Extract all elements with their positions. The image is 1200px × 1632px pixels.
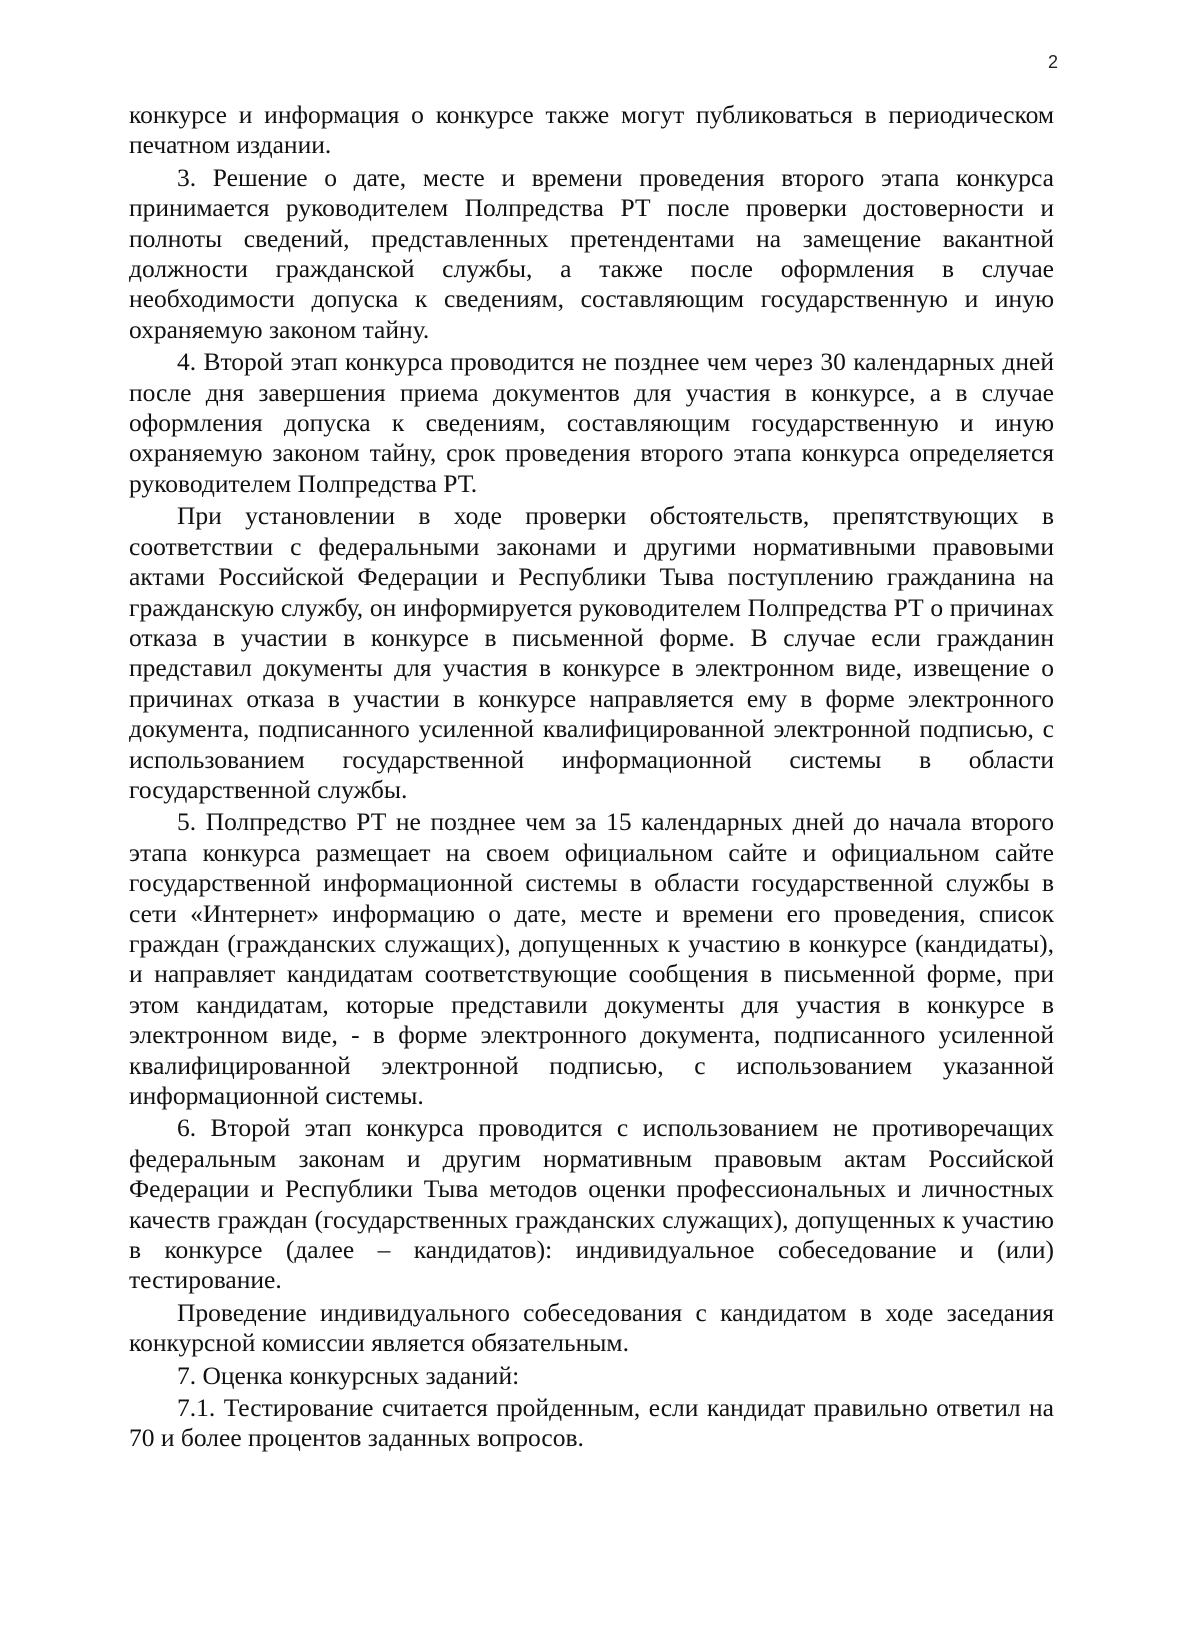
paragraph-item-3: 3. Решение о дате, месте и времени проведения второго этапа конкурса принимается руководителем Полпредства РТ после проверки достоверности и полноты сведений, представленных претендентами на замещение вакантной должности гражданской службы, а также после оформления в случае необходимости допуска к сведениям, составляющим государственную и иную охраняемую законом тайну. — [129, 162, 1054, 344]
page-number: 2 — [1047, 52, 1058, 72]
paragraph-item-7: 7. Оценка конкурсных заданий: — [177, 1360, 520, 1390]
paragraph-item-4: 4. Второй этап конкурса проводится не позднее чем через 30 календарных дней после дня завершения приема документов для участия в конкурсе, а в случае оформления допуска к сведениям, составляющим государственную и иную охраняемую законом тайну, срок проведения второго этапа конкурса определяется руководителем Полпредства РТ. — [129, 347, 1054, 498]
document-body — [129, 100, 1054, 1456]
paragraph-interview-mandatory: Проведение индивидуального собеседования с кандидатом в ходе заседания конкурсной комиссии является обязательным. — [129, 1297, 1054, 1358]
paragraph-continuation: конкурсе и информация о конкурсе также могут публиковаться в периодическом печатном издании. — [129, 100, 1054, 160]
paragraph-refusal-notice: При установлении в ходе проверки обстоятельств, препятствующих в соответствии с федеральными законами и другими нормативными правовыми актами Российской Федерации и Республики Тыва поступлению гражданина на гражданскую службу, он информируется руководителем Полпредства РТ о причинах отказа в участии в конкурсе в письменной форме. В случае если гражданин представил документы для участия в конкурсе в электронном виде, извещение о причинах отказа в участии в конкурсе направляется ему в форме электронного документа, подписанного усиленной квалифицированной электронной подписью, с использованием государственной информационной системы в области государственной службы. — [129, 501, 1054, 804]
paragraph-item-7-1: 7.1. Тестирование считается пройденным, если кандидат правильно ответил на 70 и более процентов заданных вопросов. — [129, 1393, 1054, 1453]
paragraph-item-6: 6. Второй этап конкурса проводится с использованием не противоречащих федеральным законам и другим нормативным правовым актам Российской Федерации и Республики Тыва методов оценки профессиональных и личностных качеств граждан (государственных гражданских служащих), допущенных к участию в конкурсе (далее – кандидатов): индивидуальное собеседование и (или) тестирование. — [129, 1113, 1054, 1295]
paragraph-item-5: 5. Полпредство РТ не позднее чем за 15 календарных дней до начала второго этапа конкурса размещает на своем официальном сайте и официальном сайте государственной информационной системы в области государственной службы в сети «Интернет» информацию о дате, месте и времени его проведения, список граждан (гражданских служащих), допущенных к участию в конкурсе (кандидаты), и направляет кандидатам соответствующие сообщения в письменной форме, при этом кандидатам, которые представили документы для участия в конкурсе в электронном виде, - в форме электронного документа, подписанного усиленной квалифицированной электронной подписью, с использованием указанной информационной системы. — [129, 807, 1054, 1110]
